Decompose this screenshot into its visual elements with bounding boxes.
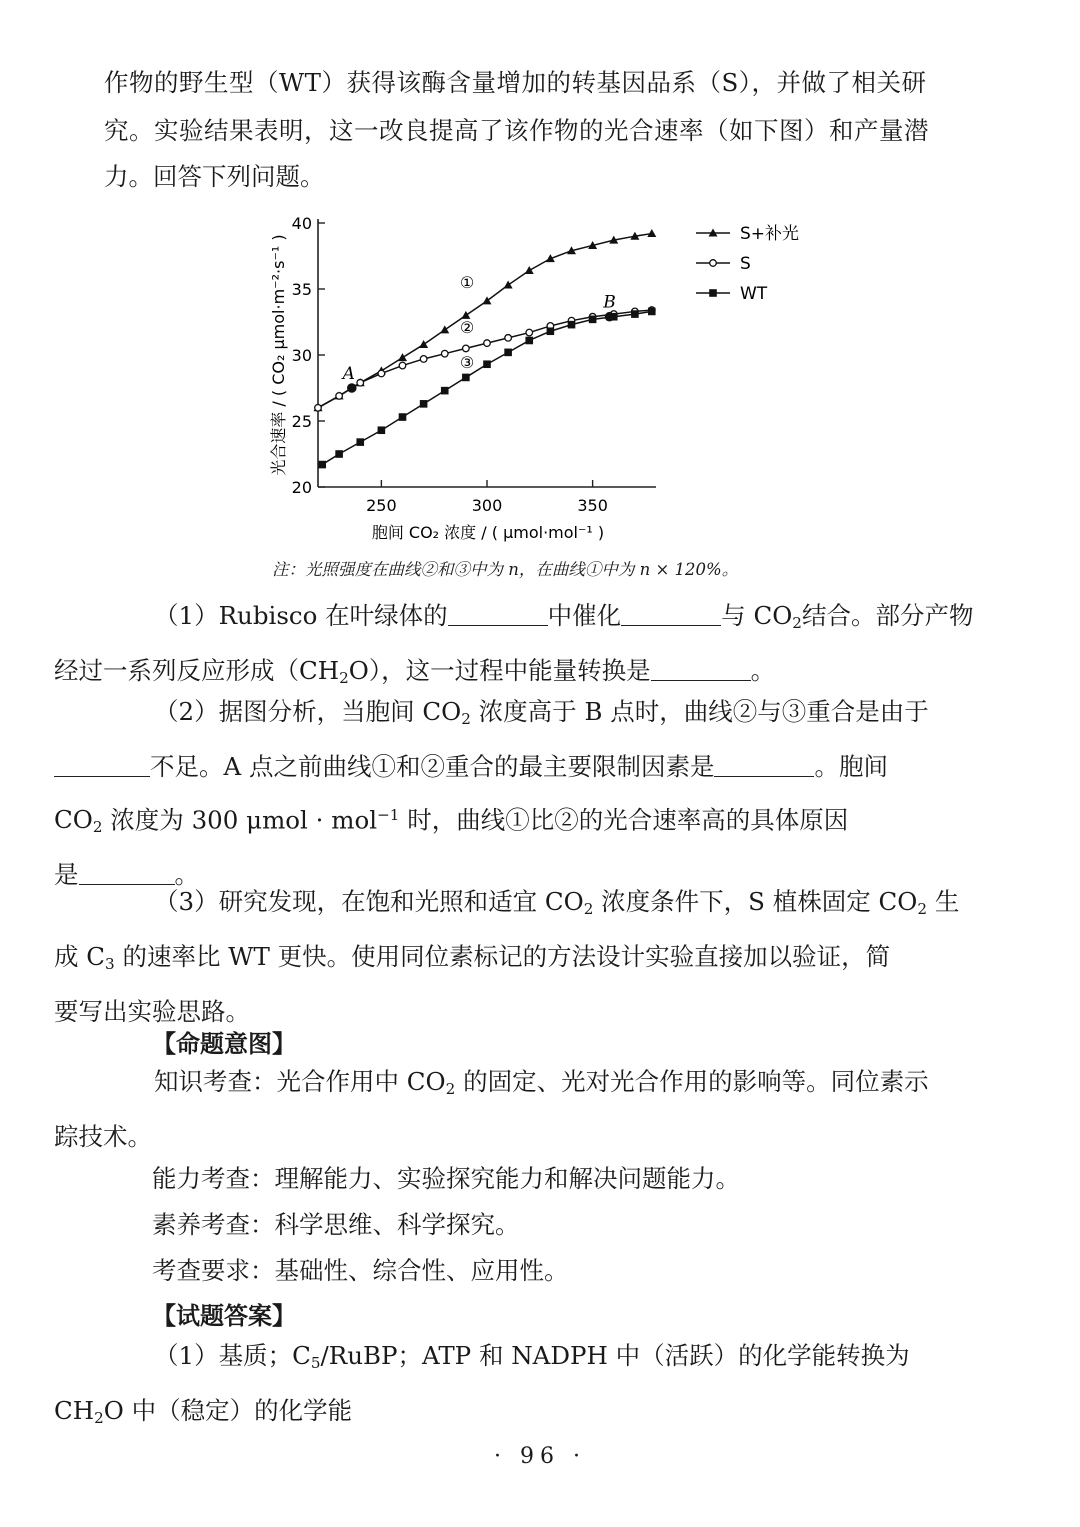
- data-point: [631, 310, 639, 318]
- series-1: [314, 229, 657, 411]
- question-1: （1）Rubisco 在叶绿体的 中催化 与 $CO_2$结合。部分产物 经过一系列反应形成$(CH_2O)$，这一过程中能量转换是 。: [54, 601, 974, 687]
- q1-blank-2[interactable]: [621, 603, 721, 626]
- legend-marker: [709, 289, 717, 297]
- data-point: [483, 360, 491, 368]
- curve-label: ②: [459, 318, 475, 337]
- photosynthesis-rate-chart: [262, 205, 822, 553]
- intro-line-3: 力。回答下列问题。: [104, 162, 325, 191]
- q2-blank-2[interactable]: [714, 754, 814, 777]
- chart-y-axis-label: 光合速率 / ( CO₂ μmol·m⁻²·s⁻¹ ): [269, 234, 288, 476]
- curve-label: ①: [459, 273, 475, 292]
- data-point: [547, 327, 555, 335]
- intent-literacy: 素养考查：科学思维、科学探究。: [152, 1210, 520, 1239]
- x-tick-label: 300: [471, 496, 503, 515]
- data-point: [398, 353, 407, 361]
- data-point: [441, 387, 449, 395]
- intent-knowledge: 知识考查：光合作用中 $CO_2$ 的固定、光对光合作用的影响等。同位素示 踪技术。: [54, 1067, 929, 1151]
- intent-requirement: 考查要求：基础性、综合性、应用性。: [152, 1256, 569, 1285]
- data-point: [420, 400, 428, 408]
- data-point: [378, 426, 386, 434]
- x-tick-label: 250: [366, 496, 397, 515]
- legend-label: S: [740, 254, 751, 274]
- data-point: [315, 405, 322, 412]
- data-point: [419, 340, 428, 348]
- answer-1: （1）基质；$C_5$/RuBP；ATP 和 NADPH 中（活跃）的化学能转换为 $CH_2O$ 中（稳定）的化学能: [54, 1341, 910, 1427]
- y-tick-label: 25: [291, 412, 312, 431]
- data-point: [336, 393, 343, 400]
- data-point: [356, 438, 364, 446]
- data-point: [335, 450, 343, 458]
- key-point: [347, 383, 357, 393]
- data-point: [504, 349, 512, 357]
- question-2: （2）据图分析，当胞间 $CO_2$ 浓度高于 B 点时，曲线②与③重合是由于 不足。A 点之前曲线①和②重合的最主要限制因素是 。胞间 $CO_2$ 浓度为 300 μmol · mol$^{-1}$ 时，曲线①比②的光合速率高的具体原因 是 。: [54, 697, 929, 889]
- legend-label: S+补光: [740, 224, 800, 244]
- chart-x-axis-label: 胞间 CO₂ 浓度 / ( μmol·mol⁻¹ ): [371, 523, 605, 542]
- data-point: [399, 362, 406, 369]
- intent-ability: 能力考查：理解能力、实验探究能力和解决问题能力。: [152, 1164, 740, 1193]
- y-tick-label: 40: [291, 214, 312, 233]
- data-point: [589, 316, 597, 324]
- key-point: [605, 312, 615, 322]
- series-line: [318, 234, 652, 408]
- data-point: [526, 329, 533, 336]
- chart-note: 注：光照强度在曲线②和③中为 n，在曲线①中为 n × 120%。: [272, 560, 739, 579]
- data-point: [647, 229, 656, 237]
- data-point: [399, 413, 407, 421]
- data-point: [483, 296, 492, 304]
- q1-blank-3[interactable]: [651, 658, 751, 681]
- intro-line-1: 作物的野生型（WT）获得该酶含量增加的转基因品系（S），并做了相关研: [104, 68, 927, 97]
- data-point: [648, 308, 656, 316]
- series-line: [318, 310, 652, 408]
- data-point: [463, 345, 470, 352]
- chart-axes: [318, 219, 656, 487]
- section-heading-intent: 【命题意图】: [152, 1029, 296, 1058]
- key-point-label: A: [342, 364, 355, 384]
- data-point: [441, 350, 448, 357]
- data-point: [318, 461, 326, 469]
- data-point: [378, 370, 385, 377]
- key-point-label: B: [603, 292, 616, 313]
- legend-label: WT: [740, 284, 768, 304]
- data-point: [440, 325, 449, 333]
- data-point: [504, 281, 513, 289]
- data-point: [357, 379, 364, 386]
- series-2: [315, 307, 655, 411]
- data-point: [525, 266, 534, 274]
- data-point: [505, 335, 512, 342]
- legend-marker: [710, 260, 717, 267]
- legend-item: [696, 224, 799, 244]
- y-tick-label: 30: [291, 346, 312, 365]
- data-point: [420, 356, 427, 363]
- x-tick-label: 350: [577, 496, 608, 515]
- q1-blank-1[interactable]: [448, 603, 548, 626]
- section-heading-answer: 【试题答案】: [152, 1301, 296, 1330]
- series-3: [318, 308, 655, 469]
- y-tick-label: 20: [291, 478, 312, 497]
- intro-line-2: 究。实验结果表明，这一改良提高了该作物的光合速率（如下图）和产量潜: [104, 116, 929, 145]
- page-number: · 96 ·: [494, 1444, 586, 1469]
- legend-item: [696, 254, 751, 274]
- legend-item: [696, 284, 768, 304]
- data-point: [484, 340, 491, 347]
- data-point: [462, 374, 470, 382]
- data-point: [568, 321, 576, 329]
- data-point: [525, 337, 533, 345]
- question-3: （3）研究发现，在饱和光照和适宜 $CO_2$ 浓度条件下，S 植株固定 $CO_2$ 生 成 $C_3$ 的速率比 WT 更快。使用同位素标记的方法设计实验直接加以验证，简 要写出实验思路。: [54, 887, 960, 1026]
- curve-label: ③: [459, 353, 475, 372]
- y-tick-label: 35: [291, 280, 312, 299]
- series-line: [322, 311, 652, 464]
- q2-blank-1[interactable]: [54, 754, 150, 777]
